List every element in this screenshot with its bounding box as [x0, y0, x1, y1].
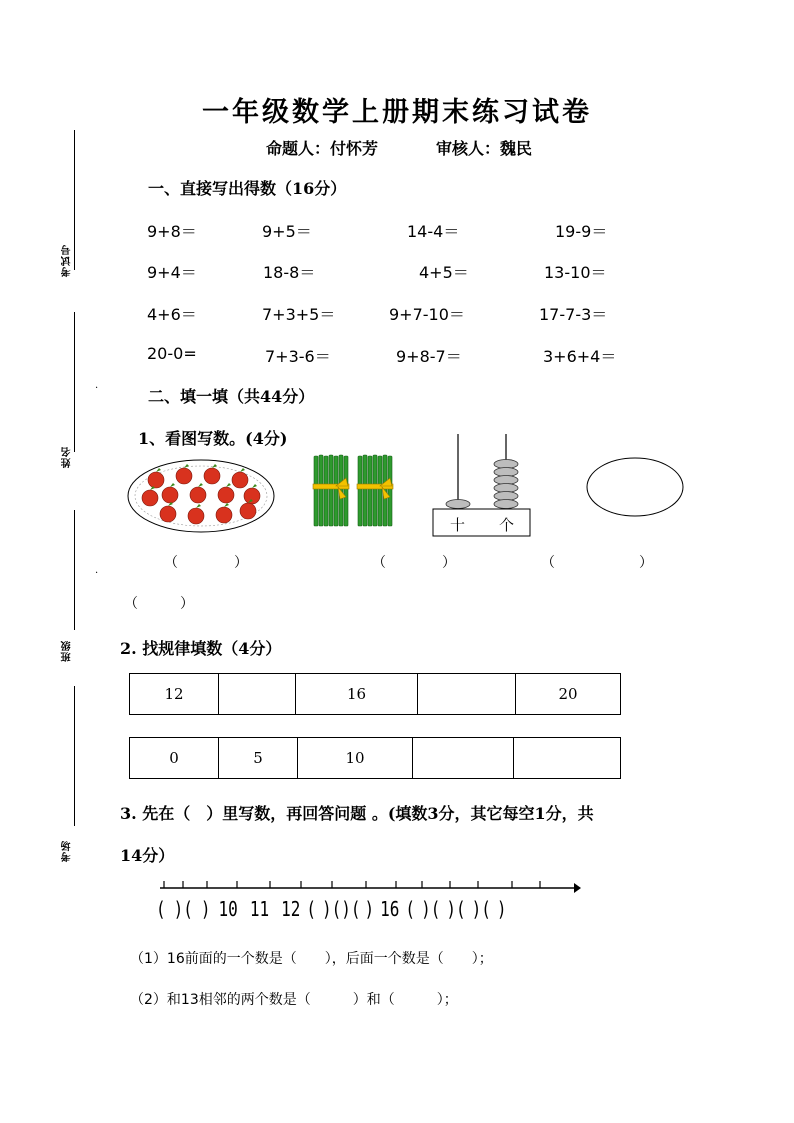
abacus-ones-label: 个: [499, 516, 515, 534]
nl-label: )(: [446, 897, 466, 921]
seq-cell-blank[interactable]: [413, 738, 514, 779]
nl-label: (: [405, 897, 416, 921]
seq-cell: 12: [130, 674, 219, 715]
margin-label-class: 班级: [62, 640, 73, 662]
answer-blank[interactable]: （ ）: [372, 555, 456, 571]
problem: 9+5＝: [262, 222, 312, 241]
nl-label: )(: [341, 897, 361, 921]
margin-label-room: 考场: [62, 840, 73, 862]
abacus-picture: [430, 430, 534, 540]
margin-line-2: [74, 312, 75, 452]
nl-label: )(: [321, 897, 342, 921]
seq-cell-blank[interactable]: [514, 738, 621, 779]
seq-cell: 0: [130, 738, 219, 779]
nl-label: 16: [380, 897, 400, 921]
margin-label-name: 姓名: [62, 446, 73, 468]
problem: 19-9＝: [555, 222, 608, 241]
nl-label: )(: [421, 897, 441, 921]
problem: 17-7-3＝: [539, 305, 608, 324]
problem: 20-0=: [147, 344, 197, 363]
nl-label: 10: [218, 897, 238, 921]
nl-label: (: [306, 897, 316, 921]
q3-sub2: （2）和13相邻的两个数是（ ）和（ ）；: [130, 992, 458, 1008]
apple-plate-picture: [126, 458, 276, 534]
problem: 7+3+5＝: [262, 305, 336, 324]
margin-line-3: [74, 510, 75, 630]
seq-cell: 5: [219, 738, 298, 779]
seq-cell: 10: [298, 738, 413, 779]
nl-label: ): [496, 897, 507, 921]
reviewer-line: 审核人：魏民: [436, 139, 533, 158]
seq-cell: 20: [516, 674, 621, 715]
stick-bundle-1: [314, 455, 348, 526]
nl-label: ): [364, 897, 375, 921]
q3-label-line1: 3. 先在（ ）里写数，再回答问题 。(填数3分，其它每空1分，共: [120, 804, 594, 823]
number-line-labels: [156, 897, 507, 921]
section2-heading: 二、填一填（共44分）: [148, 387, 315, 406]
margin-line-4: [74, 686, 75, 826]
problem: 9+4＝: [147, 263, 197, 282]
nl-label: )(: [471, 897, 491, 921]
section1-heading: 一、直接写出得数（16分）: [148, 179, 347, 198]
arrow-right-icon: [574, 883, 581, 893]
margin-dot-2: .: [95, 565, 99, 576]
answer-blank[interactable]: （ ）: [164, 555, 248, 571]
margin-dot: .: [95, 380, 99, 391]
problem: 13-10＝: [544, 263, 607, 282]
nl-label: 12: [281, 897, 301, 921]
problem: 9+8-7＝: [396, 347, 462, 366]
abacus-beads: [446, 460, 518, 509]
seq-cell-blank[interactable]: [418, 674, 516, 715]
empty-oval-picture: [585, 456, 685, 518]
problem: 9+8＝: [147, 222, 197, 241]
nl-label: )(: [173, 897, 193, 921]
stick-bundles-picture: [308, 452, 400, 530]
problem: 7+3-6＝: [265, 347, 331, 366]
problem: 4+6＝: [147, 305, 197, 324]
nl-label: 11: [249, 897, 270, 921]
q3-label-line2: 14分）: [120, 846, 175, 865]
answer-blank[interactable]: （ ）: [124, 596, 194, 612]
sequence-table-1: [129, 673, 621, 715]
author-line: 命题人：付怀芳: [266, 139, 379, 158]
abacus-tens-label: 十: [450, 516, 466, 534]
problem: 3+6+4＝: [543, 347, 617, 366]
q3-sub1: （1）16前面的一个数是（ ），后面一个数是（ ）；: [130, 951, 493, 967]
answer-blank[interactable]: （ ）: [541, 555, 653, 571]
margin-label-exam-no: 考试号: [62, 244, 73, 277]
stick-bundle-2: [358, 455, 392, 526]
problem: 9+7-10＝: [389, 305, 465, 324]
problem: 18-8＝: [263, 263, 316, 282]
seq-cell: 16: [296, 674, 418, 715]
q2-label: 2. 找规律填数（4分）: [120, 639, 282, 658]
problem: 14-4＝: [407, 222, 460, 241]
number-line: [156, 876, 582, 896]
page-title: 一年级数学上册期末练习试卷: [202, 97, 592, 128]
seq-cell-blank[interactable]: [219, 674, 296, 715]
nl-label: ): [200, 897, 211, 921]
nl-label: (: [156, 897, 166, 921]
problem: 4+5＝: [419, 263, 469, 282]
q1-label: 1、看图写数。(4分): [138, 429, 288, 448]
sequence-table-2: [129, 737, 621, 779]
